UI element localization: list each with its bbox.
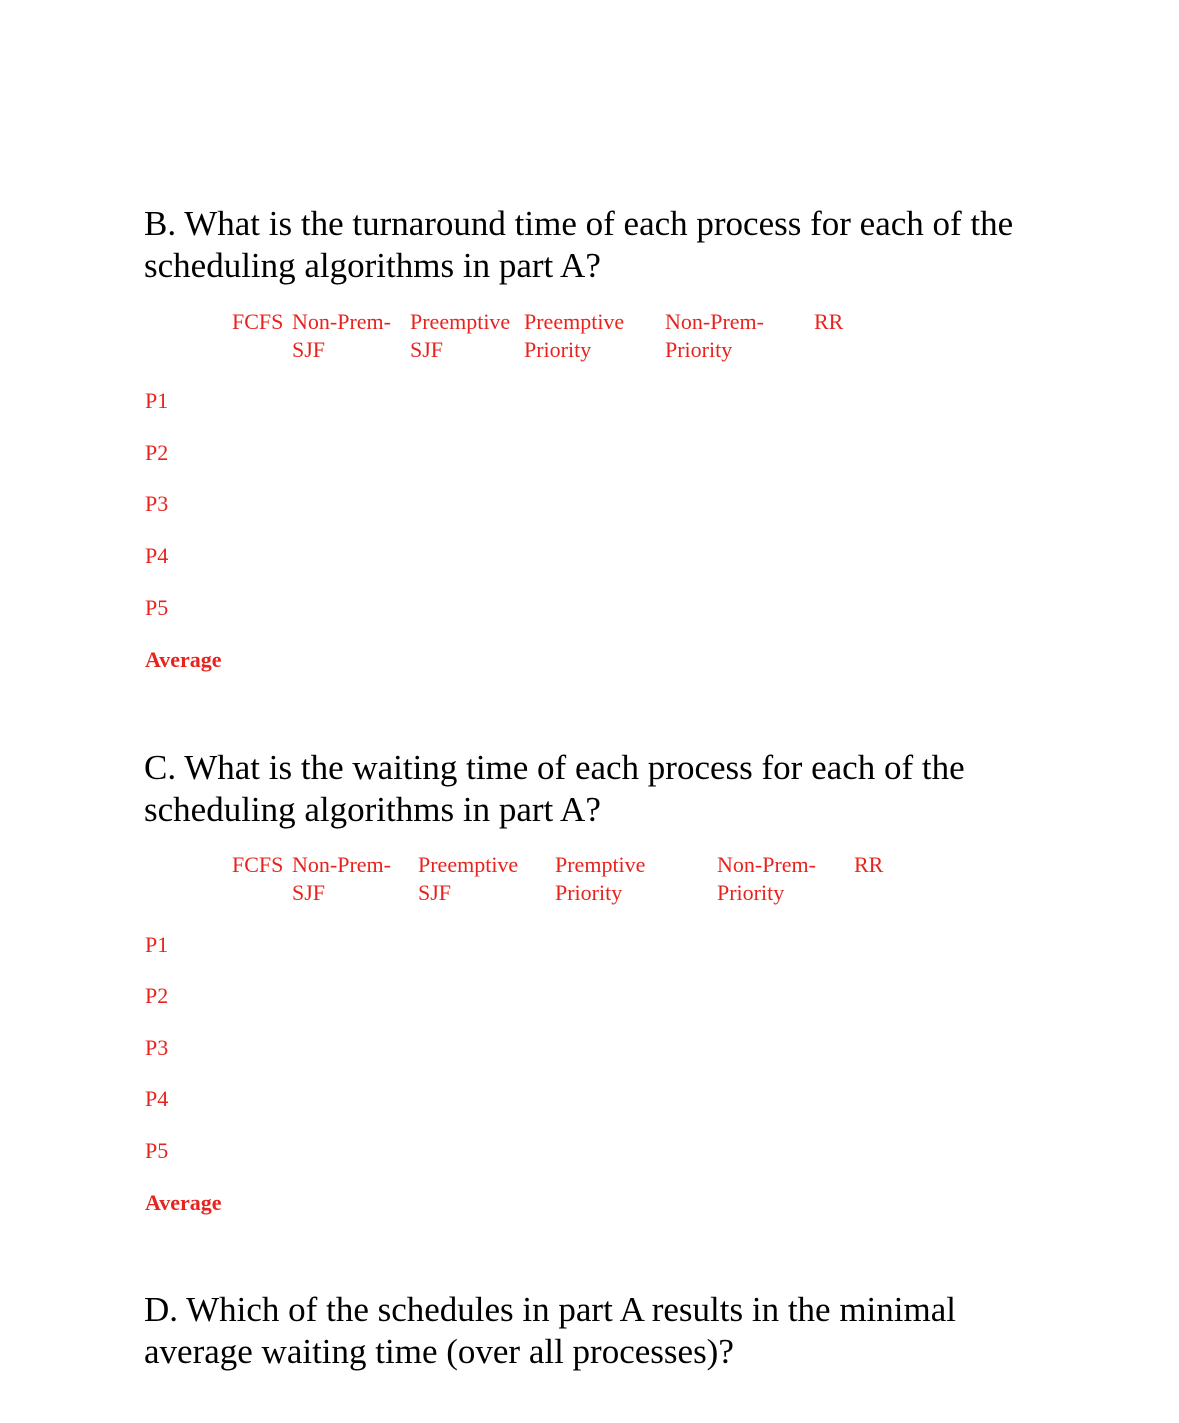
row-label-p4: P4 [145,543,169,568]
header-preemptive-sjf-line2: SJF [418,880,452,905]
header-non-prem-priority-line1: Non-Prem- [717,852,816,877]
question-c-line1: C. What is the waiting time of each process for each of the [144,748,965,787]
row-label-p5: P5 [145,595,169,620]
header-premptive-priority-line2: Priority [555,880,623,905]
row-label-p3: P3 [145,1035,169,1060]
header-preemptive-priority-line2: Priority [524,337,592,362]
header-preemptive-sjf-line2: SJF [410,337,444,362]
header-rr: RR [814,309,844,334]
header-premptive-priority-line1: Premptive [555,852,646,877]
header-non-prem-priority-line1: Non-Prem- [665,309,764,334]
question-d-line2: average waiting time (over all processes)? [144,1332,734,1371]
header-non-prem-sjf-line1: Non-Prem- [292,852,391,877]
row-label-average: Average [145,647,222,672]
row-label-average: Average [145,1190,222,1215]
row-label-p2: P2 [145,440,169,465]
header-preemptive-priority-line1: Preemptive [524,309,625,334]
row-label-p3: P3 [145,491,169,516]
header-preemptive-sjf-line1: Preemptive [410,309,511,334]
question-d-line1: D. Which of the schedules in part A results in the minimal [144,1290,956,1329]
row-label-p5: P5 [145,1138,169,1163]
header-preemptive-sjf-line1: Preemptive [418,852,519,877]
header-non-prem-priority-line2: Priority [665,337,733,362]
header-fcfs: FCFS [232,852,284,877]
question-b-line2: scheduling algorithms in part A? [144,246,601,285]
header-non-prem-priority-line2: Priority [717,880,785,905]
header-non-prem-sjf-line2: SJF [292,880,326,905]
row-label-p1: P1 [145,388,169,413]
header-non-prem-sjf-line1: Non-Prem- [292,309,391,334]
question-b-line1: B. What is the turnaround time of each process for each of the [144,204,1014,243]
header-fcfs: FCFS [232,309,284,334]
question-c-line2: scheduling algorithms in part A? [144,790,601,829]
header-non-prem-sjf-line2: SJF [292,337,326,362]
row-label-p1: P1 [145,932,169,957]
row-label-p4: P4 [145,1086,169,1111]
header-rr: RR [854,852,884,877]
row-label-p2: P2 [145,983,169,1008]
